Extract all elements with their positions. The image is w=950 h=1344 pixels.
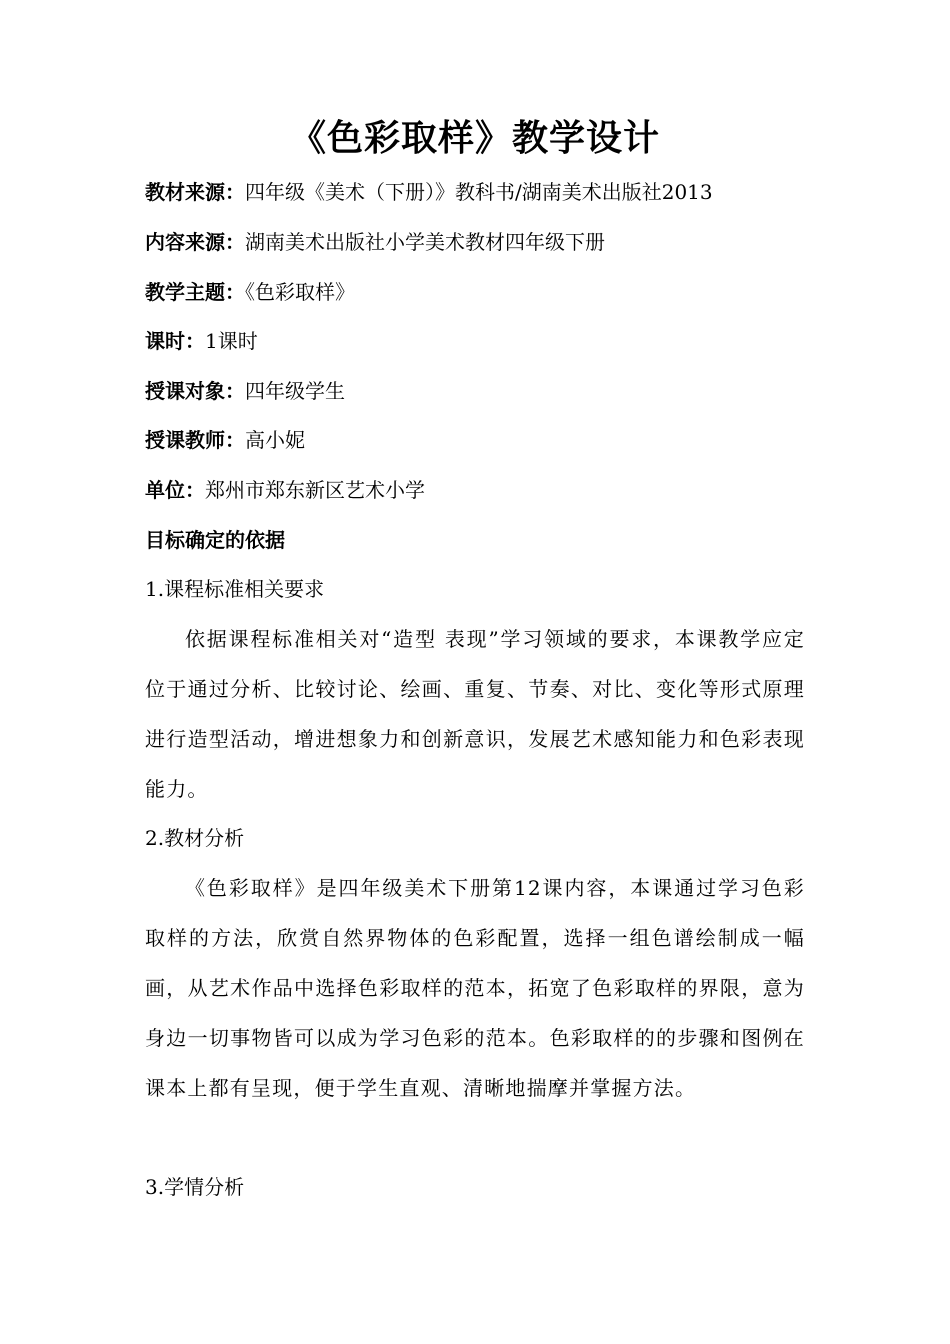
meta-value: 四年级学生 xyxy=(245,379,345,403)
subsection-paragraph: 《色彩取样》是四年级美术下册第12课内容，本课通过学习色彩取样的方法，欣赏自然界物体的色彩配置，选择一组色谱绘制成一幅画，从艺术作品中选择色彩取样的范本，拓宽了色彩取样的界限，意为身边一切事物皆可以成为学习色彩的范本。色彩取样的的步骤和图例在课本上都有呈现，便于学生直观、清晰地揣摩并掌握方法。 xyxy=(145,876,805,1100)
meta-value: 高小妮 xyxy=(245,428,305,452)
meta-value: 四年级《美术（下册）》教科书/湖南美术出版社2013 xyxy=(245,180,713,204)
subsection-heading: 1.课程标准相关要求 xyxy=(145,577,325,601)
meta-value: 郑州市郑东新区艺术小学 xyxy=(205,478,425,502)
meta-label: 课时： xyxy=(145,329,205,353)
meta-content-source xyxy=(145,227,605,257)
meta-audience xyxy=(145,376,345,406)
subsection-heading: 3.学情分析 xyxy=(145,1175,245,1199)
meta-value: 湖南美术出版社小学美术教材四年级下册 xyxy=(245,230,605,254)
meta-label: 授课教师： xyxy=(145,428,245,452)
meta-teacher xyxy=(145,425,305,455)
meta-value: 《色彩取样》 xyxy=(245,280,355,304)
meta-label: 教学主题： xyxy=(145,280,245,304)
meta-textbook-source xyxy=(145,177,713,207)
meta-label: 教材来源： xyxy=(145,180,245,204)
section-heading-basis: 目标确定的依据 xyxy=(145,528,285,552)
subsection-paragraph: 依据课程标准相关对“造型 表现”学习领域的要求，本课教学应定位于通过分析、比较讨论、绘画、重复、节奏、对比、变化等形式原理进行造型活动，增进想象力和创新意识，发展艺术感知能力和色彩表现能力。 xyxy=(145,627,805,801)
meta-label: 单位： xyxy=(145,478,205,502)
document-title: 《色彩取样》教学设计 xyxy=(289,118,660,159)
meta-teaching-topic xyxy=(145,277,355,307)
subsection-heading: 2.教材分析 xyxy=(145,826,245,850)
meta-class-hours xyxy=(145,326,258,356)
meta-label: 授课对象： xyxy=(145,379,245,403)
meta-label: 内容来源： xyxy=(145,230,245,254)
meta-value: 1课时 xyxy=(205,329,258,353)
meta-organization xyxy=(145,475,425,505)
